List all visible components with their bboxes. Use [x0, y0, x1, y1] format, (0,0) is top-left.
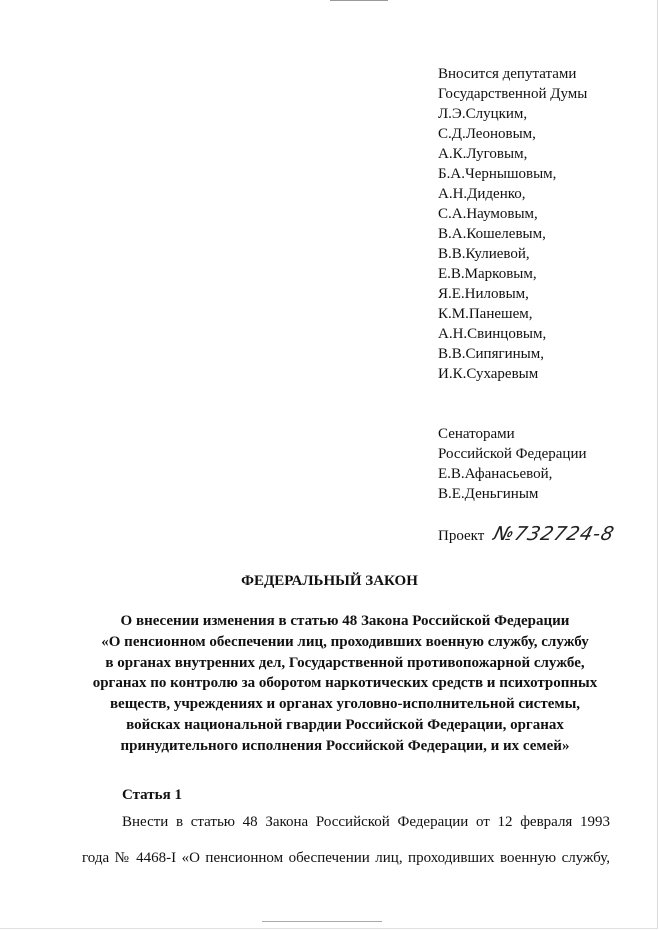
law-title: ФЕДЕРАЛЬНЫЙ ЗАКОН	[241, 573, 418, 589]
deputy-name: К.М.Панешем,	[438, 306, 533, 322]
deputy-name: Я.Е.Ниловым,	[438, 286, 529, 302]
deputy-name: С.А.Наумовым,	[438, 206, 538, 222]
law-subtitle-line: «О пенсионном обеспечении лиц, проходивших военную службу, службу	[101, 633, 589, 650]
article-text-line: года № 4468-I «О пенсионном обеспечении лиц, проходивших военную службу,	[82, 850, 610, 866]
senators-header-line: Сенаторами	[438, 426, 515, 442]
law-subtitle-line: О внесении изменения в статью 48 Закона Российской Федерации	[120, 613, 570, 629]
deputy-name: И.К.Сухаревым	[438, 366, 539, 382]
senators-header-line: Российской Федерации	[438, 446, 587, 462]
deputy-name: В.В.Сипягиным,	[438, 346, 544, 362]
law-subtitle-line: в органах внутренних дел, Государственной противопожарной службе,	[105, 654, 585, 671]
deputies-header-line: Вносится депутатами	[438, 66, 577, 82]
law-subtitle	[40, 611, 650, 757]
deputies-block	[438, 64, 587, 384]
deputy-name: В.А.Кошелевым,	[438, 226, 546, 242]
article-heading: Статья 1	[122, 787, 182, 803]
deputy-name: А.Н.Диденко,	[438, 186, 526, 202]
law-subtitle-line: органах по контролю за оборотом наркотических средств и психотропных	[92, 675, 598, 692]
deputy-name: Е.В.Марковым,	[438, 266, 537, 282]
project-label: Проект	[438, 528, 485, 544]
senator-name: Е.В.Афанасьевой,	[438, 466, 553, 482]
article-text-line: Внести в статью 48 Закона Российской Федерации от 12 февраля 1993	[122, 814, 610, 830]
deputy-name: В.В.Кулиевой,	[438, 246, 530, 262]
deputy-name: А.Н.Свинцовым,	[438, 326, 547, 342]
deputy-name: С.Д.Леоновым,	[438, 126, 536, 142]
deputy-name: Б.А.Чернышовым,	[438, 166, 557, 182]
senator-name: В.Е.Деньгиным	[438, 486, 539, 502]
law-subtitle-line: войсках национальной гвардии Российской Федерации, органах	[126, 716, 564, 733]
top-divider	[330, 0, 388, 1]
deputy-name: Л.Э.Слуцким,	[438, 106, 528, 122]
senators-block	[438, 424, 587, 504]
project-number	[438, 523, 618, 546]
bottom-divider	[262, 921, 382, 922]
handwritten-project-number: №732724-8	[491, 523, 618, 545]
deputy-name: А.К.Луговым,	[438, 146, 528, 162]
law-subtitle-line: принудительного исполнения Российской Федерации, и их семей»	[120, 737, 570, 754]
law-subtitle-line: веществ, учреждениях и органах уголовно-исполнительной системы,	[109, 696, 581, 713]
deputies-header-line: Государственной Думы	[438, 86, 588, 102]
